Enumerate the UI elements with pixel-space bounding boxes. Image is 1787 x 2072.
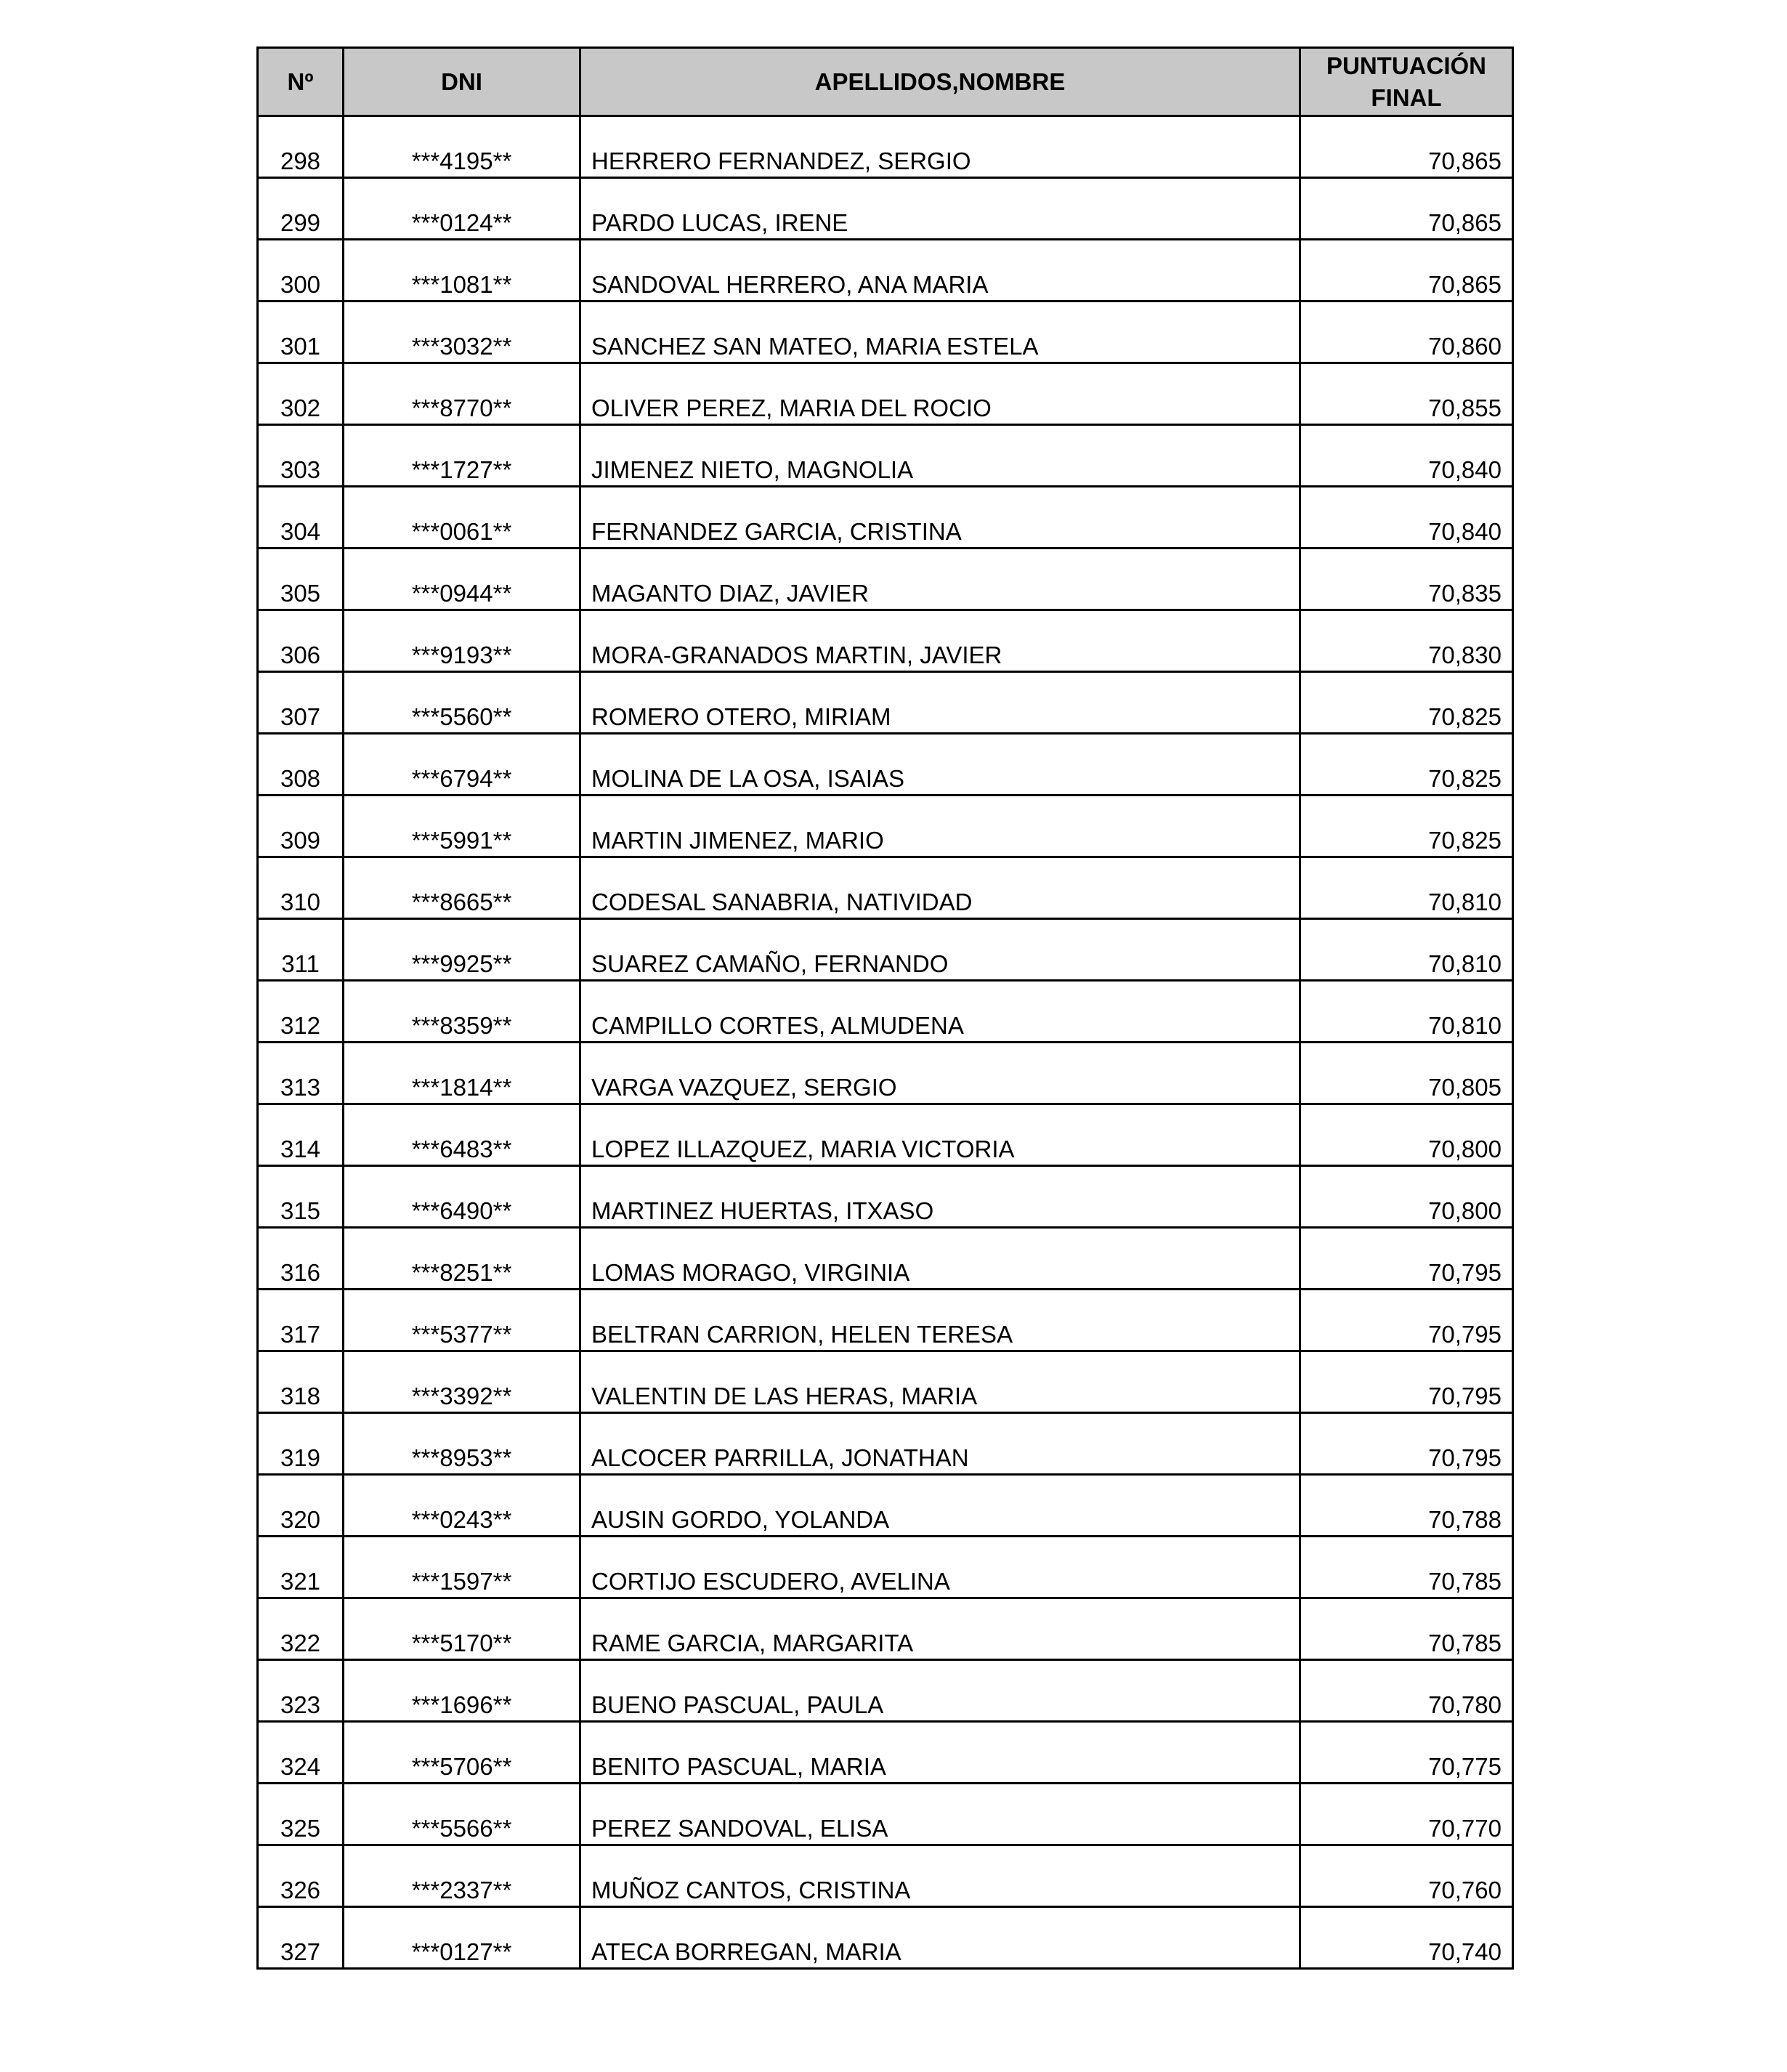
row-score: 70,775 xyxy=(1300,1722,1513,1784)
row-name: MAGANTO DIAZ, JAVIER xyxy=(580,549,1300,610)
table-row xyxy=(258,363,1513,425)
row-number: 309 xyxy=(258,796,344,857)
row-dni: ***4195** xyxy=(344,116,580,178)
row-number: 316 xyxy=(258,1228,344,1290)
row-score: 70,835 xyxy=(1300,549,1513,610)
row-score: 70,825 xyxy=(1300,796,1513,857)
row-name: VALENTIN DE LAS HERAS, MARIA xyxy=(580,1351,1300,1413)
row-name: OLIVER PEREZ, MARIA DEL ROCIO xyxy=(580,363,1300,425)
header-score-line1: PUNTUACIÓN xyxy=(1326,52,1486,79)
row-score: 70,788 xyxy=(1300,1475,1513,1537)
row-dni: ***8665** xyxy=(344,857,580,919)
row-dni: ***6794** xyxy=(344,734,580,796)
row-score: 70,795 xyxy=(1300,1290,1513,1351)
row-score: 70,795 xyxy=(1300,1228,1513,1290)
row-dni: ***0243** xyxy=(344,1475,580,1537)
row-score: 70,825 xyxy=(1300,672,1513,734)
table-row xyxy=(258,116,1513,178)
row-score: 70,860 xyxy=(1300,302,1513,363)
header-dni: DNI xyxy=(344,48,580,116)
table-row xyxy=(258,1537,1513,1598)
row-name: SUAREZ CAMAÑO, FERNANDO xyxy=(580,919,1300,981)
row-dni: ***8770** xyxy=(344,363,580,425)
row-name: ALCOCER PARRILLA, JONATHAN xyxy=(580,1413,1300,1475)
table-row xyxy=(258,1722,1513,1784)
row-dni: ***0127** xyxy=(344,1907,580,1969)
row-name: LOPEZ ILLAZQUEZ, MARIA VICTORIA xyxy=(580,1104,1300,1166)
row-name: BELTRAN CARRION, HELEN TERESA xyxy=(580,1290,1300,1351)
row-name: HERRERO FERNANDEZ, SERGIO xyxy=(580,116,1300,178)
row-score: 70,760 xyxy=(1300,1845,1513,1907)
row-name: CAMPILLO CORTES, ALMUDENA xyxy=(580,981,1300,1043)
table-row xyxy=(258,1845,1513,1907)
row-dni: ***1727** xyxy=(344,425,580,487)
row-number: 307 xyxy=(258,672,344,734)
row-number: 310 xyxy=(258,857,344,919)
row-name: AUSIN GORDO, YOLANDA xyxy=(580,1475,1300,1537)
row-number: 312 xyxy=(258,981,344,1043)
row-name: JIMENEZ NIETO, MAGNOLIA xyxy=(580,425,1300,487)
table-row xyxy=(258,302,1513,363)
row-dni: ***8953** xyxy=(344,1413,580,1475)
table-header xyxy=(258,48,1513,116)
row-number: 318 xyxy=(258,1351,344,1413)
scores-table xyxy=(256,46,1514,1970)
table-row xyxy=(258,240,1513,302)
row-number: 321 xyxy=(258,1537,344,1598)
row-score: 70,830 xyxy=(1300,610,1513,672)
row-name: MOLINA DE LA OSA, ISAIAS xyxy=(580,734,1300,796)
table-row xyxy=(258,1351,1513,1413)
row-number: 298 xyxy=(258,116,344,178)
row-score: 70,770 xyxy=(1300,1784,1513,1845)
row-number: 322 xyxy=(258,1598,344,1660)
header-row xyxy=(258,48,1513,116)
row-name: ATECA BORREGAN, MARIA xyxy=(580,1907,1300,1969)
row-dni: ***3392** xyxy=(344,1351,580,1413)
row-name: ROMERO OTERO, MIRIAM xyxy=(580,672,1300,734)
row-number: 311 xyxy=(258,919,344,981)
table-row xyxy=(258,1784,1513,1845)
row-name: SANCHEZ SAN MATEO, MARIA ESTELA xyxy=(580,302,1300,363)
row-name: MUÑOZ CANTOS, CRISTINA xyxy=(580,1845,1300,1907)
row-number: 323 xyxy=(258,1660,344,1722)
row-name: BUENO PASCUAL, PAULA xyxy=(580,1660,1300,1722)
row-number: 300 xyxy=(258,240,344,302)
row-name: MARTIN JIMENEZ, MARIO xyxy=(580,796,1300,857)
row-dni: ***1081** xyxy=(344,240,580,302)
row-number: 306 xyxy=(258,610,344,672)
row-score: 70,780 xyxy=(1300,1660,1513,1722)
table-row xyxy=(258,425,1513,487)
table-row xyxy=(258,487,1513,549)
table-row xyxy=(258,734,1513,796)
row-score: 70,795 xyxy=(1300,1413,1513,1475)
table-row xyxy=(258,1660,1513,1722)
row-name: PARDO LUCAS, IRENE xyxy=(580,178,1300,240)
row-name: BENITO PASCUAL, MARIA xyxy=(580,1722,1300,1784)
row-dni: ***5706** xyxy=(344,1722,580,1784)
row-dni: ***5566** xyxy=(344,1784,580,1845)
row-score: 70,785 xyxy=(1300,1537,1513,1598)
row-name: RAME GARCIA, MARGARITA xyxy=(580,1598,1300,1660)
header-score xyxy=(1300,48,1513,116)
row-number: 327 xyxy=(258,1907,344,1969)
row-dni: ***1696** xyxy=(344,1660,580,1722)
row-number: 317 xyxy=(258,1290,344,1351)
row-number: 304 xyxy=(258,487,344,549)
row-number: 319 xyxy=(258,1413,344,1475)
row-name: FERNANDEZ GARCIA, CRISTINA xyxy=(580,487,1300,549)
row-name: PEREZ SANDOVAL, ELISA xyxy=(580,1784,1300,1845)
row-name: CODESAL SANABRIA, NATIVIDAD xyxy=(580,857,1300,919)
row-number: 302 xyxy=(258,363,344,425)
table-row xyxy=(258,1475,1513,1537)
table-row xyxy=(258,1907,1513,1969)
row-dni: ***9193** xyxy=(344,610,580,672)
row-dni: ***0124** xyxy=(344,178,580,240)
row-number: 299 xyxy=(258,178,344,240)
table-row xyxy=(258,178,1513,240)
row-dni: ***6483** xyxy=(344,1104,580,1166)
row-name: VARGA VAZQUEZ, SERGIO xyxy=(580,1043,1300,1104)
header-name: APELLIDOS,NOMBRE xyxy=(580,48,1300,116)
table-row xyxy=(258,1413,1513,1475)
row-score: 70,800 xyxy=(1300,1166,1513,1228)
row-number: 320 xyxy=(258,1475,344,1537)
table-row xyxy=(258,796,1513,857)
table-row xyxy=(258,549,1513,610)
row-score: 70,800 xyxy=(1300,1104,1513,1166)
row-name: SANDOVAL HERRERO, ANA MARIA xyxy=(580,240,1300,302)
table-row xyxy=(258,919,1513,981)
row-score: 70,810 xyxy=(1300,981,1513,1043)
table-row xyxy=(258,1166,1513,1228)
table-row xyxy=(258,1043,1513,1104)
row-score: 70,865 xyxy=(1300,116,1513,178)
row-dni: ***1597** xyxy=(344,1537,580,1598)
row-score: 70,810 xyxy=(1300,857,1513,919)
row-name: CORTIJO ESCUDERO, AVELINA xyxy=(580,1537,1300,1598)
row-number: 308 xyxy=(258,734,344,796)
row-name: MORA-GRANADOS MARTIN, JAVIER xyxy=(580,610,1300,672)
row-dni: ***5170** xyxy=(344,1598,580,1660)
row-number: 325 xyxy=(258,1784,344,1845)
row-number: 301 xyxy=(258,302,344,363)
row-score: 70,865 xyxy=(1300,178,1513,240)
table-row xyxy=(258,981,1513,1043)
row-number: 315 xyxy=(258,1166,344,1228)
row-score: 70,825 xyxy=(1300,734,1513,796)
row-dni: ***8359** xyxy=(344,981,580,1043)
row-number: 314 xyxy=(258,1104,344,1166)
table-row xyxy=(258,1598,1513,1660)
table-row xyxy=(258,1290,1513,1351)
row-number: 326 xyxy=(258,1845,344,1907)
row-score: 70,795 xyxy=(1300,1351,1513,1413)
row-score: 70,785 xyxy=(1300,1598,1513,1660)
row-dni: ***8251** xyxy=(344,1228,580,1290)
row-dni: ***0944** xyxy=(344,549,580,610)
row-dni: ***5991** xyxy=(344,796,580,857)
table-body xyxy=(258,116,1513,1969)
row-score: 70,840 xyxy=(1300,487,1513,549)
table-row xyxy=(258,672,1513,734)
row-dni: ***9925** xyxy=(344,919,580,981)
row-score: 70,810 xyxy=(1300,919,1513,981)
table-row xyxy=(258,1228,1513,1290)
row-score: 70,840 xyxy=(1300,425,1513,487)
row-dni: ***5377** xyxy=(344,1290,580,1351)
row-number: 305 xyxy=(258,549,344,610)
row-dni: ***3032** xyxy=(344,302,580,363)
row-number: 324 xyxy=(258,1722,344,1784)
row-score: 70,740 xyxy=(1300,1907,1513,1969)
row-dni: ***1814** xyxy=(344,1043,580,1104)
table-row xyxy=(258,1104,1513,1166)
header-score-line2: FINAL xyxy=(1371,84,1442,111)
row-score: 70,805 xyxy=(1300,1043,1513,1104)
row-name: MARTINEZ HUERTAS, ITXASO xyxy=(580,1166,1300,1228)
row-dni: ***5560** xyxy=(344,672,580,734)
row-dni: ***2337** xyxy=(344,1845,580,1907)
row-dni: ***6490** xyxy=(344,1166,580,1228)
row-number: 313 xyxy=(258,1043,344,1104)
row-score: 70,865 xyxy=(1300,240,1513,302)
row-dni: ***0061** xyxy=(344,487,580,549)
table-row xyxy=(258,857,1513,919)
table-row xyxy=(258,610,1513,672)
row-score: 70,855 xyxy=(1300,363,1513,425)
row-name: LOMAS MORAGO, VIRGINIA xyxy=(580,1228,1300,1290)
row-number: 303 xyxy=(258,425,344,487)
header-num: Nº xyxy=(258,48,344,116)
